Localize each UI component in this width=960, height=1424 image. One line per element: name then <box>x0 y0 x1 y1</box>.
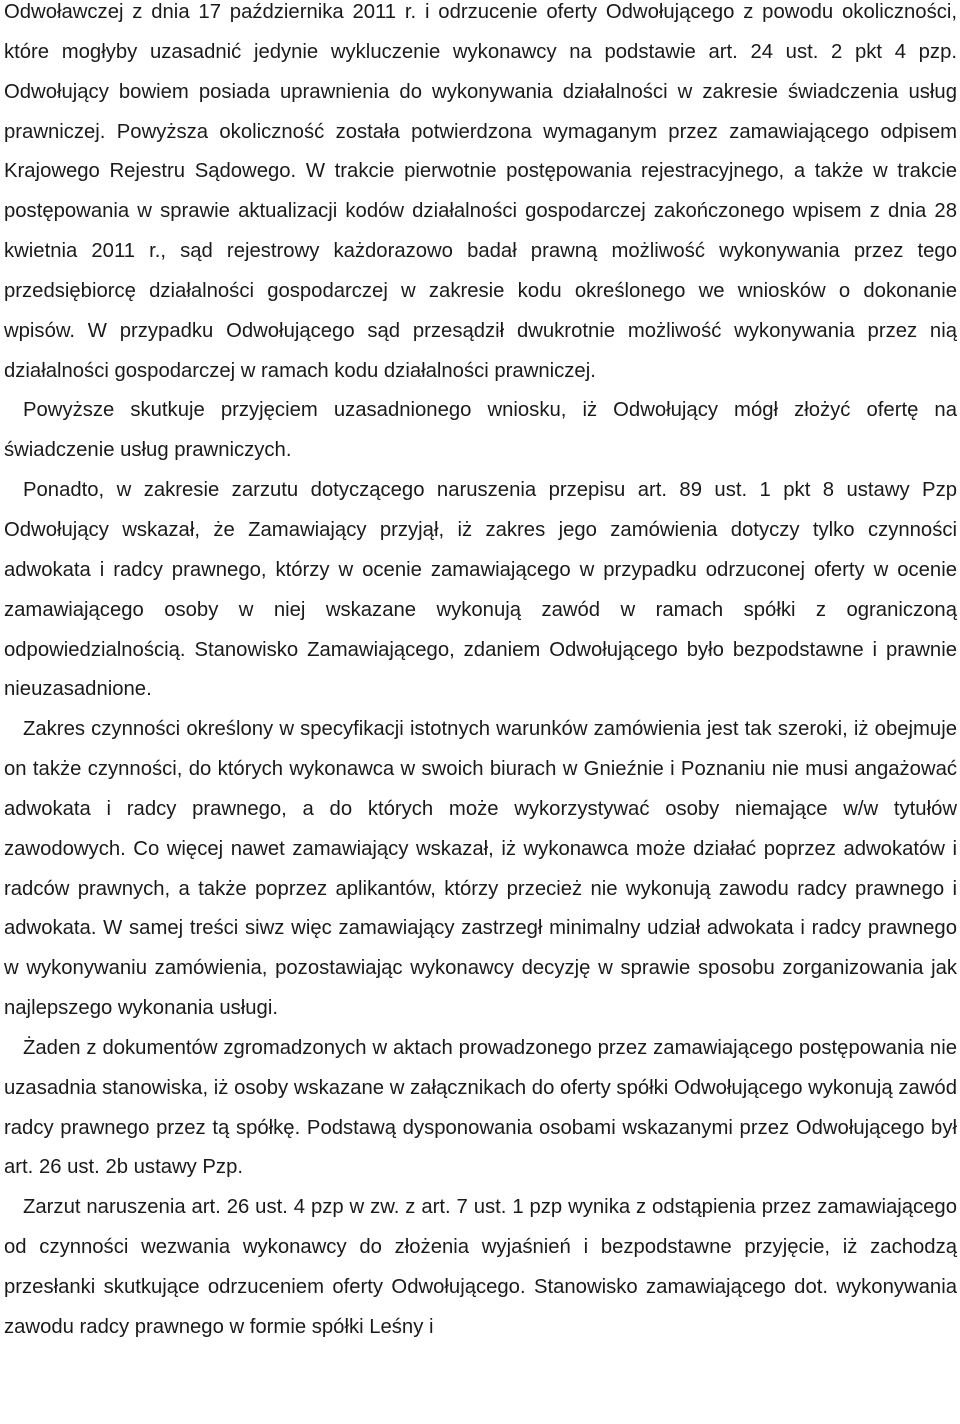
document-page <box>4 0 957 1348</box>
paragraph-6: Zarzut naruszenia art. 26 ust. 4 pzp w zw. z art. 7 ust. 1 pzp wynika z odstąpienia przez zamawiającego od czynności wezwania wykonawcy do złożenia wyjaśnień i bezpodstawne przyjęcie, iż zachodzą przesłanki skutkujące odrzuceniem oferty Odwołującego. Stanowisko zamawiającego dot. wykonywania zawodu radcy prawnego w formie spółki Leśny i <box>4 1196 957 1338</box>
paragraph-1: Odwoławczej z dnia 17 października 2011 r. i odrzucenie oferty Odwołującego z powodu okoliczności, które mogłyby uzasadnić jedynie wykluczenie wykonawcy na podstawie art. 24 ust. 2 pkt 4 pzp. Odwołujący bowiem posiada uprawnienia do wykonywania działalności w zakresie świadczenia usług prawniczej. Powyższa okoliczność została potwierdzona wymaganym przez zamawiającego odpisem Krajowego Rejestru Sądowego. W trakcie pierwotnie postępowania rejestracyjnego, a także w trakcie postępowania w sprawie aktualizacji kodów działalności gospodarczej zakończonego wpisem z dnia 28 kwietnia 2011 r., sąd rejestrowy każdorazowo badał prawną możliwość wykonywania przez tego przedsiębiorcę działalności gospodarczej w zakresie kodu określonego we wniosków o dokonanie wpisów. W przypadku Odwołującego sąd przesądził dwukrotnie możliwość wykonywania przez nią działalności gospodarczej w ramach kodu działalności prawniczej. <box>4 1 957 382</box>
paragraph-3: Ponadto, w zakresie zarzutu dotyczącego naruszenia przepisu art. 89 ust. 1 pkt 8 ustawy Pzp Odwołujący wskazał, że Zamawiający przyjął, iż zakres jego zamówienia dotyczy tylko czynności adwokata i radcy prawnego, którzy w ocenie zamawiającego w przypadku odrzuconej oferty w ocenie zamawiającego osoby w niej wskazane wykonują zawód w ramach spółki z ograniczoną odpowiedzialnością. Stanowisko Zamawiającego, zdaniem Odwołującego było bezpodstawne i prawnie nieuzasadnione. <box>4 479 957 701</box>
paragraph-4: Zakres czynności określony w specyfikacji istotnych warunków zamówienia jest tak szeroki, iż obejmuje on także czynności, do których wykonawca w swoich biurach w Gnieźnie i Poznaniu nie musi angażować adwokata i radcy prawnego, a do których może wykorzystywać osoby niemające w/w tytułów zawodowych. Co więcej nawet zamawiający wskazał, iż wykonawca może działać poprzez adwokatów i radców prawnych, a także poprzez aplikantów, którzy przecież nie wykonują zawodu radcy prawnego i adwokata. W samej treści siwz więc zamawiający zastrzegł minimalny udział adwokata i radcy prawnego w wykonywaniu zamówienia, pozostawiając wykonawcy decyzję w sprawie sposobu zorganizowania jak najlepszego wykonania usługi. <box>4 718 957 1020</box>
paragraph-2: Powyższe skutkuje przyjęciem uzasadnionego wniosku, iż Odwołujący mógł złożyć ofertę na świadczenie usług prawniczych. <box>4 399 957 462</box>
paragraph-5: Żaden z dokumentów zgromadzonych w aktach prowadzonego przez zamawiającego postępowania nie uzasadnia stanowiska, iż osoby wskazane w załącznikach do oferty spółki Odwołującego wykonują zawód radcy prawnego przez tą spółkę. Podstawą dysponowania osobami wskazanymi przez Odwołującego był art. 26 ust. 2b ustawy Pzp. <box>4 1036 957 1179</box>
